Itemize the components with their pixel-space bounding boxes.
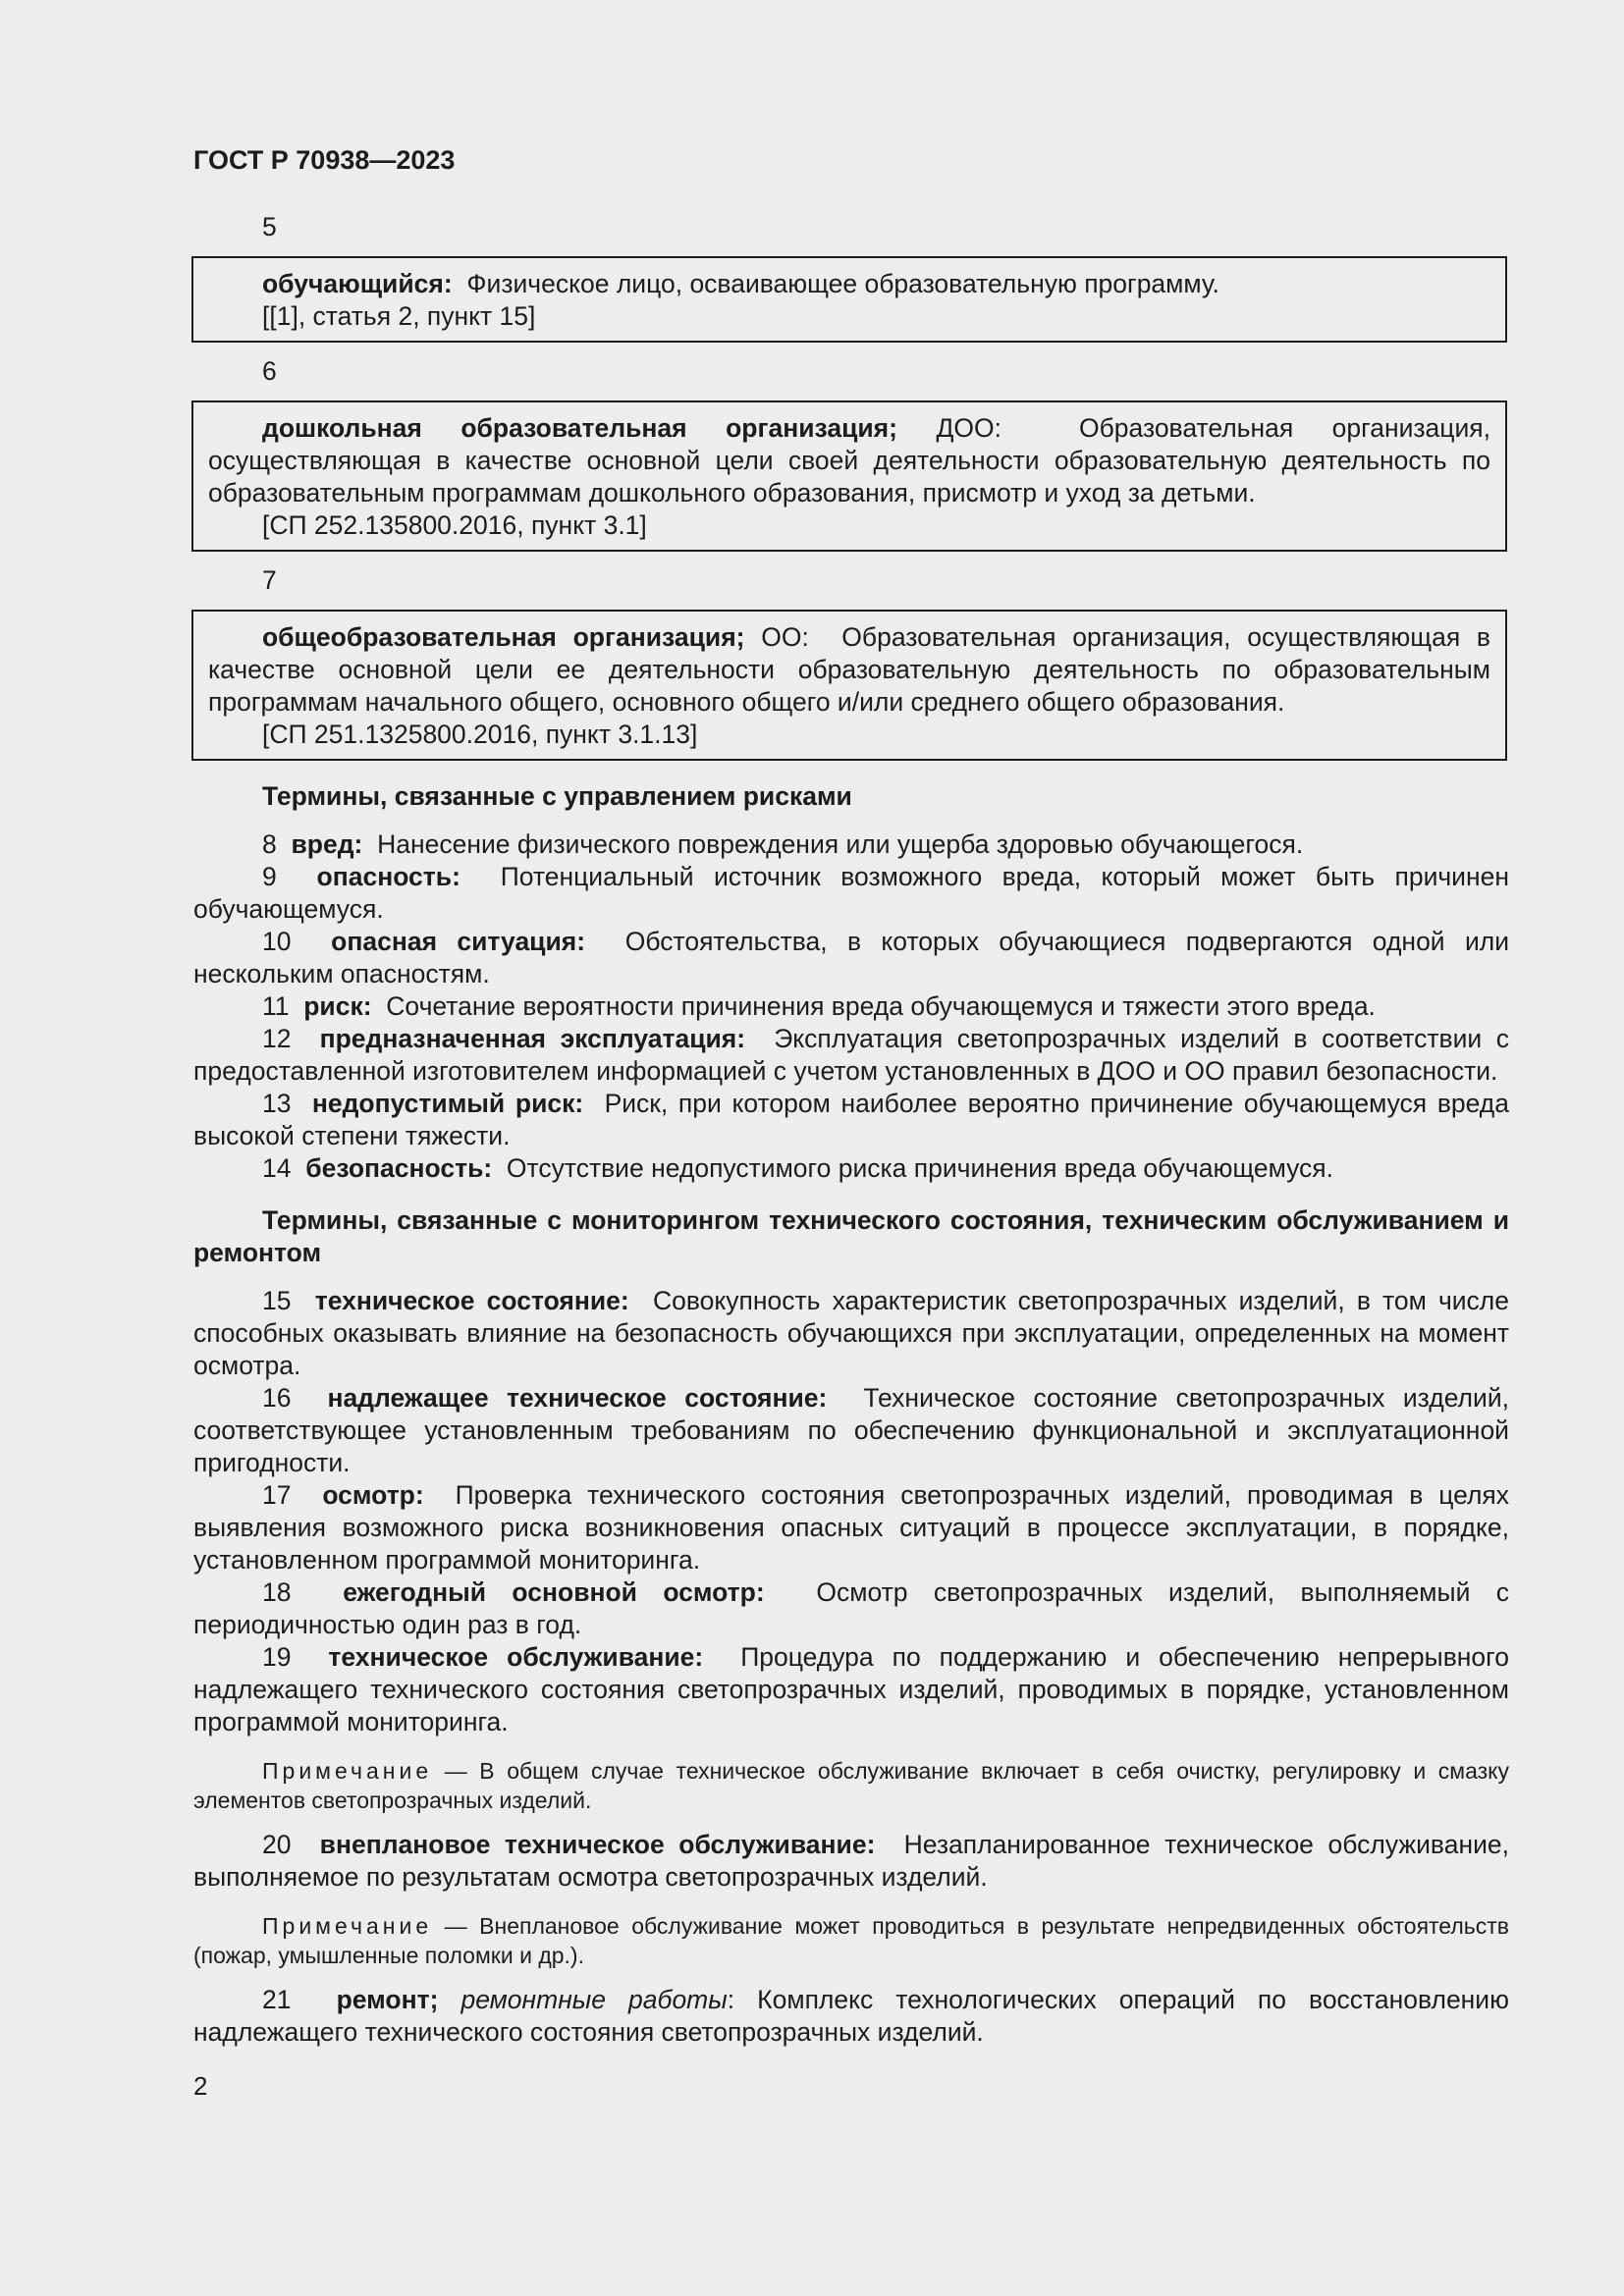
term-number: 7 bbox=[262, 565, 277, 595]
term-entry: 14 безопасность: Отсутствие недопустимого риска причинения вреда обучающемуся. bbox=[262, 1153, 1334, 1183]
term-entry: 21 ремонт; ремонтные работы: Комплекс технологических операций по восстановлению надлежащего технического состояния светопрозрачных изделий. bbox=[193, 1985, 1509, 2047]
term-entry: 20 внеплановое техническое обслуживание: Незапланированное техническое обслуживание, выполняемое по результатам осмотра светопрозрачных изделий. bbox=[193, 1830, 1509, 1892]
term-box-6 bbox=[191, 400, 1507, 552]
term-name: предназначенная эксплуатация: bbox=[319, 1024, 746, 1053]
term-source: [СП 251.1325800.2016, пункт 3.1.13] bbox=[262, 720, 698, 749]
term-number: 6 bbox=[262, 356, 277, 386]
term-name: осмотр: bbox=[322, 1480, 424, 1510]
term-definition: Нанесение физического повреждения или ущерба здоровью обучающегося. bbox=[377, 829, 1304, 859]
term-definition: : Комплекс технологических операций по восстановлению надлежащего технического состояния светопрозрачных изделий. bbox=[193, 1985, 1509, 2047]
term-name: техническое состояние: bbox=[314, 1286, 629, 1315]
term-definition: Физическое лицо, осваивающее образовательную программу. bbox=[466, 269, 1219, 298]
term-entry: 13 недопустимый риск: Риск, при котором наиболее вероятно причинение обучающемуся вреда высокой степени тяжести. bbox=[193, 1089, 1510, 1150]
term-name: техническое обслуживание: bbox=[328, 1642, 704, 1672]
note-label: Примечание bbox=[262, 1758, 433, 1784]
term-source: [[1], статья 2, пункт 15] bbox=[262, 301, 536, 331]
term-definition: Обстоятельства, в которых обучающиеся подвергаются одной или нескольким опасностям. bbox=[193, 927, 1510, 988]
term-entry: 17 осмотр: Проверка технического состояния светопрозрачных изделий, проводимая в целях выявления возможного риска возникновения опасных ситуаций в процессе эксплуатации, в порядке, установленном программой мониторинга. bbox=[193, 1480, 1510, 1575]
term-entry: 10 опасная ситуация: Обстоятельства, в которых обучающиеся подвергаются одной или нескольким опасностям. bbox=[193, 927, 1510, 988]
term-definition: Осмотр светопрозрачных изделий, выполняемый с периодичностью один раз в год. bbox=[193, 1577, 1509, 1639]
note bbox=[193, 1911, 1509, 1970]
term-definition: Риск, при котором наиболее вероятно причинение обучающемуся вреда высокой степени тяжести. bbox=[193, 1089, 1510, 1150]
term-name: обучающийся: bbox=[262, 269, 453, 298]
term-entry: 8 вред: Нанесение физического повреждения или ущерба здоровью обучающегося. bbox=[262, 829, 1304, 859]
term-name: общеобразовательная организация; bbox=[262, 622, 745, 652]
term-definition: Незапланированное техническое обслуживание, выполняемое по результатам осмотра светопрозрачных изделий. bbox=[193, 1830, 1509, 1892]
note-label: Примечание bbox=[262, 1913, 433, 1939]
term-entry: 11 риск: Сочетание вероятности причинения вреда обучающемуся и тяжести этого вреда. bbox=[262, 991, 1376, 1021]
term-definition: Процедура по поддержанию и обеспечению непрерывного надлежащего технического состояния светопрозрачных изделий, проводимых в порядке, установленном программой мониторинга. bbox=[193, 1642, 1509, 1736]
term-name: ремонт; bbox=[336, 1985, 439, 2014]
page-content bbox=[193, 142, 1509, 2049]
term-definition: Проверка технического состояния светопрозрачных изделий, проводимая в целях выявления возможного риска возникновения опасных ситуаций в процессе эксплуатации, в порядке, установленном программой мониторинга. bbox=[193, 1480, 1510, 1575]
term-entry: 19 техническое обслуживание: Процедура по поддержанию и обеспечению непрерывного надлежащего технического состояния светопрозрачных изделий, проводимых в порядке, установленном программой мониторинга. bbox=[193, 1642, 1509, 1736]
term-name: опасная ситуация: bbox=[331, 927, 586, 956]
term-name: дошкольная образовательная организация; bbox=[262, 413, 897, 443]
page-number: 2 bbox=[193, 2071, 208, 2101]
term-name: внеплановое техническое обслуживание: bbox=[319, 1830, 876, 1859]
term-alt-name: ремонтные работы bbox=[460, 1985, 728, 2014]
term-box-5 bbox=[191, 256, 1507, 343]
term-entry: 16 надлежащее техническое состояние: Техническое состояние светопрозрачных изделий, соответствующее установленным требованиям по обеспечению функциональной и эксплуатационной пригодности. bbox=[193, 1383, 1509, 1477]
term-definition: Совокупность характеристик светопрозрачных изделий, в том числе способных оказывать влияние на безопасность обучающихся при эксплуатации, определенных на момент осмотра. bbox=[193, 1286, 1510, 1380]
term-definition: Потенциальный источник возможного вреда, который может быть причинен обучающемуся. bbox=[193, 862, 1509, 924]
term-definition: Образовательная организация, осуществляющая в качестве основной цели своей деятельности образовательную деятельность по образовательным программам дошкольного образования, присмотр и уход за детьми. bbox=[208, 413, 1490, 507]
term-definition: Эксплуатация светопрозрачных изделий в соответствии с предоставленной изготовителем информацией с учетом установленных в ДОО и ОО правил безопасности. bbox=[193, 1024, 1510, 1086]
term-name: недопустимый риск: bbox=[311, 1089, 584, 1118]
term-definition: Техническое состояние светопрозрачных изделий, соответствующее установленным требованиям по обеспечению функциональной и эксплуатационной пригодности. bbox=[193, 1383, 1509, 1477]
term-name: ежегодный основной осмотр: bbox=[343, 1577, 765, 1607]
term-number: 5 bbox=[262, 212, 277, 241]
term-name: безопасность: bbox=[305, 1153, 493, 1183]
term-definition: Сочетание вероятности причинения вреда обучающемуся и тяжести этого вреда. bbox=[386, 991, 1376, 1021]
note-text: — В общем случае техническое обслуживание включает в себя очистку, регулировку и смазку элементов светопрозрачных изделий. bbox=[193, 1758, 1509, 1813]
term-abbr: ДОО: bbox=[936, 413, 1002, 443]
term-entry: 15 техническое состояние: Совокупность характеристик светопрозрачных изделий, в том числе способных оказывать влияние на безопасность обучающихся при эксплуатации, определенных на момент осмотра. bbox=[193, 1286, 1510, 1380]
term-name: опасность: bbox=[316, 862, 460, 891]
note-text: — Внеплановое обслуживание может проводиться в результате непредвиденных обстоятельств (пожар, умышленные поломки и др.). bbox=[193, 1913, 1509, 1968]
section-title-monitoring: Термины, связанные с мониторингом технического состояния, техническим обслуживанием и ремонтом bbox=[193, 1205, 1509, 1267]
term-definition: Образовательная организация, осуществляющая в качестве основной цели ее деятельности образовательную деятельность по образовательным программам начального общего, основного общего и/или среднего общего образования. bbox=[208, 622, 1490, 717]
term-entry: 9 опасность: Потенциальный источник возможного вреда, который может быть причинен обучающемуся. bbox=[193, 862, 1509, 924]
term-name: вред: bbox=[291, 829, 363, 859]
note bbox=[193, 1756, 1509, 1815]
term-abbr: ОО: bbox=[761, 622, 809, 652]
term-entry: 12 предназначенная эксплуатация: Эксплуатация светопрозрачных изделий в соответствии с предоставленной изготовителем информацией с учетом установленных в ДОО и ОО правил безопасности. bbox=[193, 1024, 1510, 1086]
term-source: [СП 252.135800.2016, пункт 3.1] bbox=[262, 510, 647, 540]
document-code: ГОСТ Р 70938—2023 bbox=[193, 145, 456, 175]
term-definition: Отсутствие недопустимого риска причинения вреда обучающемуся. bbox=[506, 1153, 1334, 1183]
term-box-7 bbox=[191, 610, 1507, 761]
section-title-risk: Термины, связанные с управлением рисками bbox=[262, 781, 852, 811]
term-entry: 18 ежегодный основной осмотр: Осмотр светопрозрачных изделий, выполняемый с периодичностью один раз в год. bbox=[193, 1577, 1509, 1639]
term-name: риск: bbox=[303, 991, 372, 1021]
term-name: надлежащее техническое состояние: bbox=[327, 1383, 828, 1413]
